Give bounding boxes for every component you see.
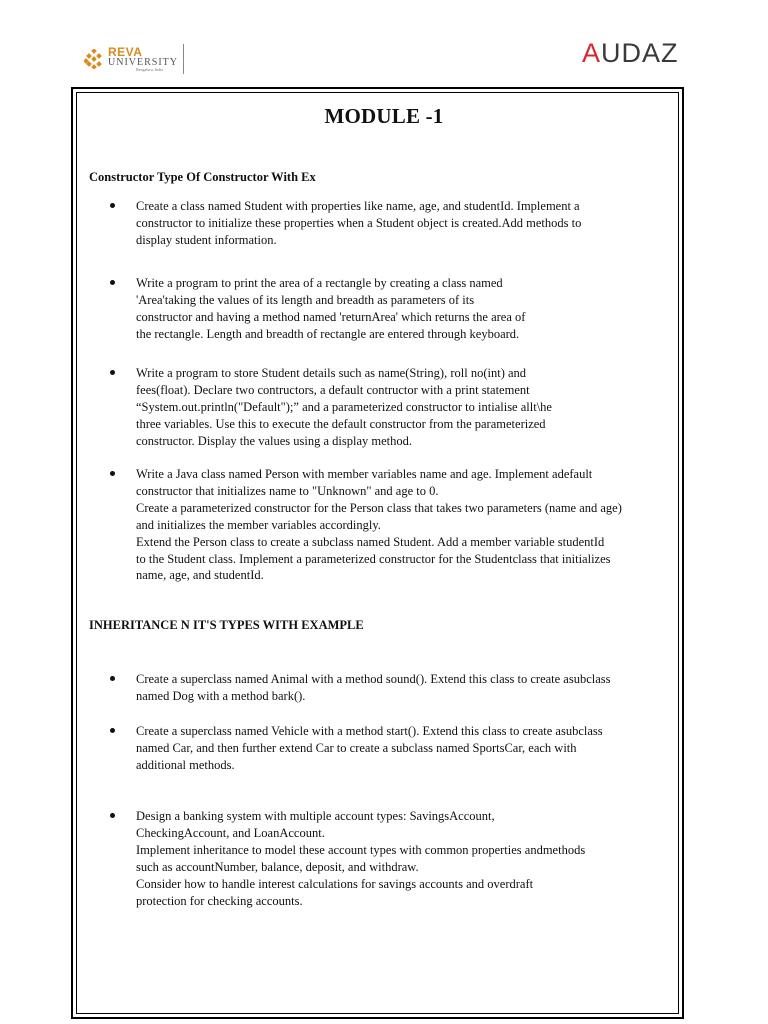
reva-logo-name: REVA <box>108 45 143 59</box>
question-text: Create a class named Student with properties like name, age, and studentId. Implement a constructor to initialize these properties when a Student object is created.Add methods to display student information. <box>136 199 582 247</box>
question-text: Write a program to store Student details such as name(String), roll no(int) and fees(float). Declare two contructors, a default contructor with a print statement “System.out.println("Default");” and a parameterized constructor to intialise allt\he three variables. Use this to execute the default constructor from the parameterized constructor. Display the values using a display method. <box>136 366 552 448</box>
question-text: Write a Java class named Person with member variables name and age. Implement adefault constructor that initializes name to "Unknown" and age to 0. Create a parameterized constructor for the Person class that takes two parameters (name and age) and initializes the member variables accordingly. Extend the Person class to create a subclass named Student. Add a member variable studentId to the Student class. Implement a parameterized constructor for the Studentclass that initializes name, age, and studentId. <box>136 467 622 583</box>
reva-logo-subtitle: UNIVERSITY <box>108 57 178 68</box>
bullet-icon <box>110 728 115 733</box>
bullet-icon <box>110 676 115 681</box>
bullet-icon <box>110 813 115 818</box>
page-title: MODULE -1 <box>324 104 444 128</box>
section-heading-constructors: Constructor Type Of Constructor With Ex <box>89 170 316 184</box>
question-text: Write a program to print the area of a rectangle by creating a class named 'Area'taking the values of its length and breadth as parameters of its constructor and having a method named 'returnArea' which returns the area of the rectangle. Length and breadth of rectangle are entered through keyboard. <box>136 276 526 341</box>
audaz-logo-initial: A <box>582 38 602 68</box>
question-text: Create a superclass named Animal with a method sound(). Extend this class to create asubclass named Dog with a method bark(). <box>136 672 611 703</box>
question-text: Design a banking system with multiple account types: SavingsAccount, CheckingAccount, and LoanAccount. Implement inheritance to model these account types with common properties andmethods such as accountNumber, balance, deposit, and withdraw. Consider how to handle interest calculations for savings accounts and overdraft protection for checking accounts. <box>136 809 586 908</box>
bullet-icon <box>110 203 115 208</box>
bullet-icon <box>110 471 115 476</box>
reva-emblem-icon <box>84 49 104 69</box>
bullet-icon <box>110 370 115 375</box>
page-header <box>0 0 768 86</box>
audaz-logo-rest: UDAZ <box>601 38 679 68</box>
reva-logo-tagline: Bengaluru, India <box>136 67 163 72</box>
audaz-logo <box>582 38 679 69</box>
section-heading-inheritance: INHERITANCE N IT'S TYPES WITH EXAMPLE <box>89 618 364 632</box>
question-text: Create a superclass named Vehicle with a method start(). Extend this class to create asubclass named Car, and then further extend Car to create a subclass named SportsCar, each with additional methods. <box>136 724 603 772</box>
bullet-icon <box>110 280 115 285</box>
reva-university-logo <box>84 42 178 76</box>
logo-divider <box>183 44 184 74</box>
